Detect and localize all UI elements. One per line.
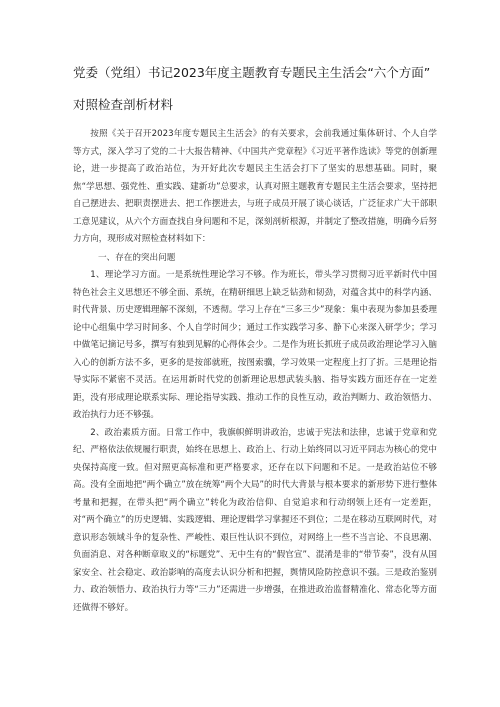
- document-body: [73, 126, 437, 617]
- political-quality-paragraph: 2、政治素质方面。日常工作中，我旗帜鲜明讲政治，忠诚于宪法和法律，忠诚于党章和党纪、严格依法依规履行职责，始终在思想上、政治上、行动上始终同以习近平同志为核心的党中央保持高度一致。但对照更高标准和更严格要求，还存在以下问题和不足。一是政治站位不够高。没有全面地把“两个确立”放在统筹“两个大局”的时代大背景与根本要求的新形势下进行整体考量和把握，在带头把“两个确立”转化为政治信仰、自觉追求和行动纲领上还有一定差距，对“两个确立”的历史逻辑、实践逻辑、理论逻辑学习掌握还不到位；二是在移动互联网时代，对意识形态领域斗争的复杂性、严峻性、艰巨性认识不到位，对网络上一些不当言论、不良思潮、负面消息、对各种断章取义的“标题党”、无中生有的“假官宣”、混淆是非的“带节奏”，没有从国家安全、社会稳定、政治影响的高度去认识分析和把握，舆情风险防控意识不强。三是政治鉴别力、政治领悟力、政治执行力等“三力”还需进一步增强，在推进政治监督精准化、常态化等方面还做得不够好。: [73, 427, 437, 613]
- theory-study-paragraph: 1、理论学习方面。一是系统性理论学习不够。作为班长，带头学习贯彻习近平新时代中国特色社会主义思想还不够全面、系统，在精研细思上缺乏钻劲和韧劲，对蕴含其中的科学内涵、时代背景、历史逻辑理解不深刻，不透彻。学习上存在“三多三少”现象：集中表现为参加县委理论中心组集中学习时间多、个人自学时间少；通过工作实践学习多、静下心来深入研学少；学习中做笔记摘记号多，撰写有独到见解的心得体会少。二是作为班长抓班子成员政治理论学习入脑入心的创新方法不多，更多的是按部就班，按图索骥，学习效果一定程度上打了折。三是理论指导实际不紧密不灵活。在运用新时代党的创新理论思想武装头脑、指导实践方面还存在一定差距，没有形成理论联系实际、理论指导实践、推动工作的良性互动，政治判断力、政治领悟力、政治执行力还不够强。: [73, 270, 437, 420]
- section-heading: 一、存在的突出问题: [97, 252, 176, 263]
- document-title-line-2: 对照检查剖析材料: [73, 97, 174, 112]
- intro-paragraph: 按照《关于召开2023年度专题民主生活会》的有关要求，会前我通过集体研讨、个人自学等方式，深入学习了党的二十大报告精神、《中国共产党章程》《习近平著作选读》等党的创新理论，进一步提高了政治站位，为开好此次专题民主生活会打下了坚实的思想基础。同时，聚焦“学思想、强党性、重实践、建新功”总要求，认真对照主题教育专题民主生活会要求，坚持把自己摆进去、把职责摆进去、把工作摆进去，与班子成员开展了谈心谈话，广泛征求广大干部职工意见建议，从六个方面查找自身问题和不足，深刻剖析根源，并制定了整改措施，明确今后努力方向，现形成对照检查材料如下：: [73, 129, 437, 244]
- document-title-line-1: 党委（党组）书记2023年度主题教育专题民主生活会“六个方面”: [73, 65, 431, 80]
